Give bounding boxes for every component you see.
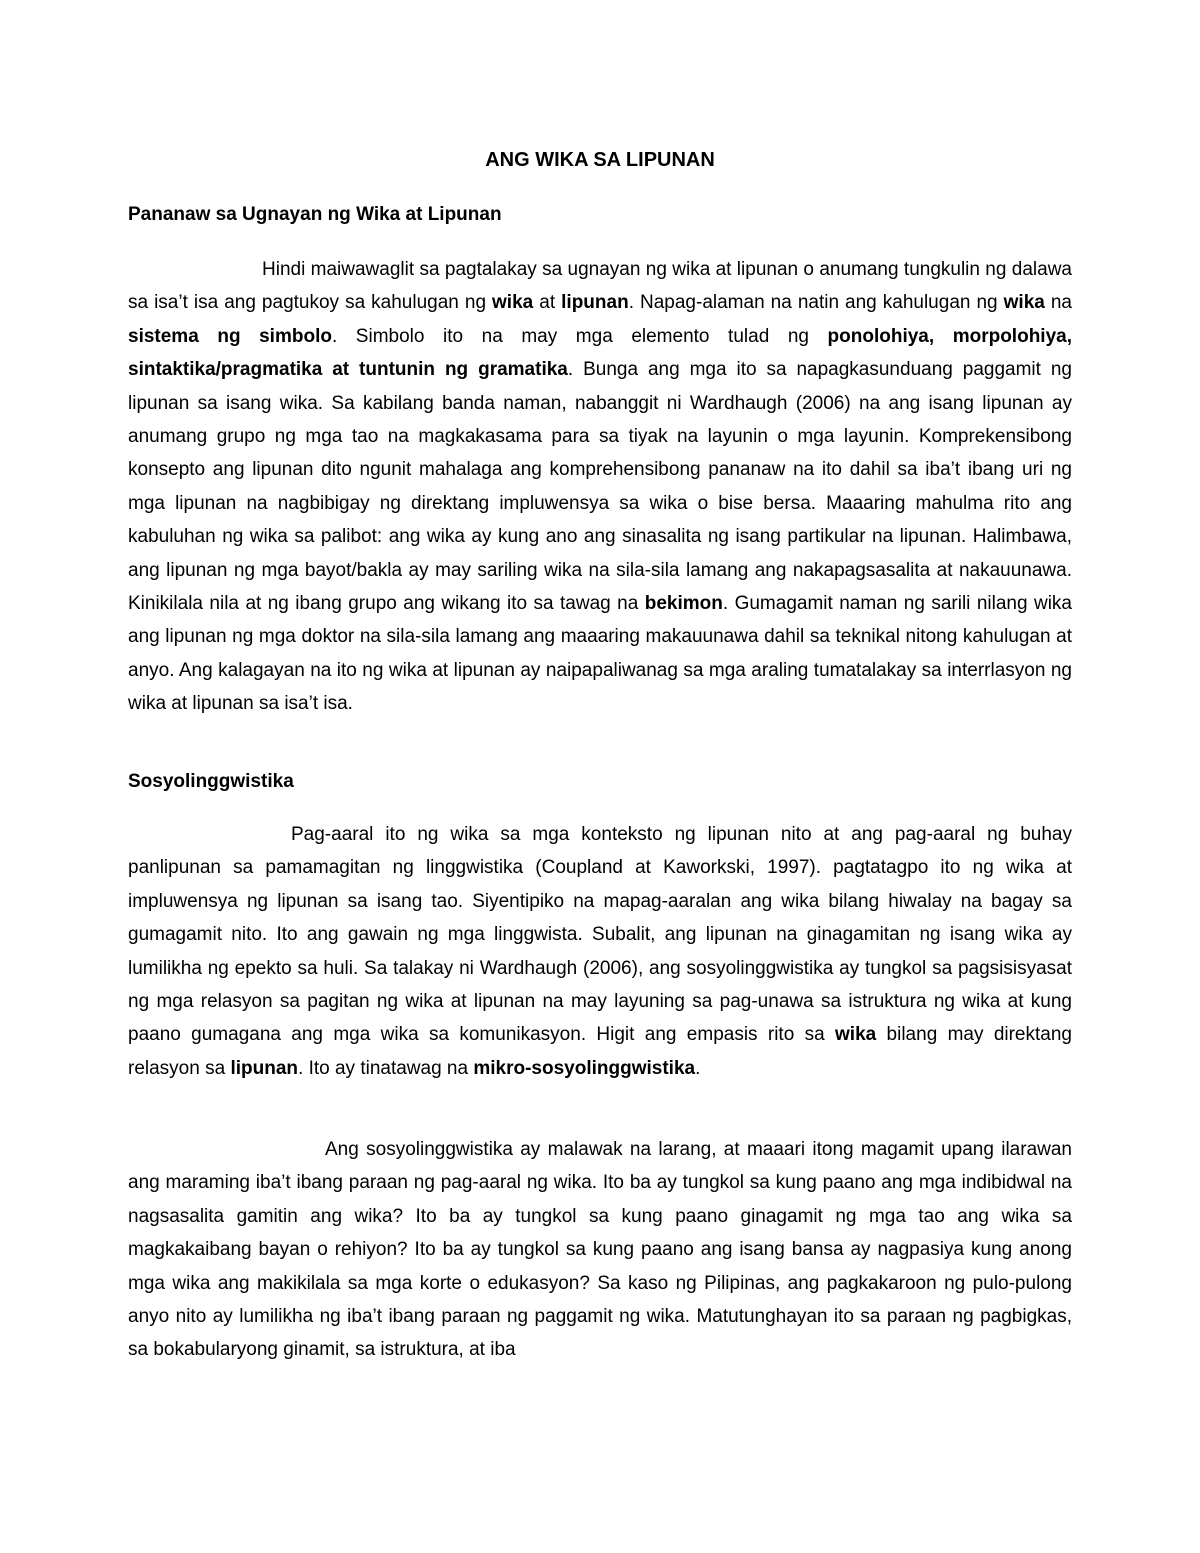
paragraph-sosyolinggwistika-1 [128, 818, 1072, 1085]
bold-term: bekimon [644, 593, 723, 615]
paragraph-text: bilang may direktang relasyon sa [128, 1024, 1072, 1079]
bold-term: lipunan [230, 1057, 299, 1079]
document-title: ANG WIKA SA LIPUNAN [485, 149, 715, 171]
paragraph-text: . [695, 1057, 701, 1079]
bold-term: wika [492, 292, 534, 314]
paragraph-text: . Bunga ang mga ito sa napagkasunduang paggamit ng lipunan sa isang wika. Sa kabilang banda naman, nabanggit ni Wardhaugh (2006) na ang isang lipunan ay anumang grupo ng mga tao na magkakasama para sa tiyak na layunin o mga layunin. Komprekensibong konsepto ang lipunan dito ngunit mahalaga ang komprehensibong pananaw na ito dahil sa iba’t ibang uri ng mga lipunan na nagbibigay ng direktang impluwensya sa wika o bise bersa. Maaaring mahulma rito ang kabuluhan ng wika sa palibot: ang wika ay kung ano ang sinasalita ng isang partikular na lipunan. Halimbawa, ang lipunan ng mga bayot/bakla ay may sariling wika na sila-sila lamang ang nakapagsasalita at nakauunawa. Kinikilala nila at ng ibang grupo ang wikang ito sa tawag na [128, 359, 1072, 615]
paragraph-text: . Simbolo ito na may mga elemento tulad ng [331, 325, 828, 347]
paragraph-text: Hindi maiwawaglit sa pagtalakay sa ugnayan ng wika at lipunan o anumang tungkulin ng dalawa sa isa’t isa ang pagtukoy sa kahulugan ng [128, 259, 1072, 314]
paragraph-text: Pag-aaral ito ng wika sa mga konteksto ng lipunan nito at ang pag-aaral ng buhay panlipunan sa pamamagitan ng linggwistika (Coupland at Kaworkski, 1997). pagtatagpo ito ng wika at impluwensya ng lipunan sa isang tao. Siyentipiko na mapag-aaralan ang wika bilang hiwalay na bagay sa gumagamit nito. Ito ang gawain ng mga linggwista. Subalit, ang lipunan na ginagamitan ng isang wika ay lumilikha ng epekto sa huli. Sa talakay ni Wardhaugh (2006), ang sosyolinggwistika ay tungkol sa pagsisisyasat ng mga relasyon sa pagitan ng wika at lipunan na may layuning sa pag-unawa sa istruktura ng wika at kung paano gumagana ang mga wika sa komunikasyon. Higit ang empasis rito sa [128, 824, 1072, 1046]
paragraph-text: at [533, 292, 562, 314]
paragraph-text: . Gumagamit naman ng sarili nilang wika ang lipunan ng mga doktor na sila-sila lamang ang maaaring makauunawa dahil sa teknikal nitong kahulugan at anyo. Ang kalagayan na ito ng wika at lipunan ay naipapaliwanag sa mga araling tumatalakay sa interrlasyon ng wika at lipunan sa isa’t isa. [128, 593, 1072, 715]
paragraph-text: . Napag-alaman na natin ang kahulugan ng [628, 292, 1004, 314]
bold-term: lipunan [561, 292, 629, 314]
section-heading-sosyolinggwistika: Sosyolinggwistika [128, 771, 294, 792]
paragraph-text: . Ito ay tinatawag na [298, 1057, 474, 1079]
paragraph-text: na [1044, 292, 1073, 314]
section-heading-pananaw: Pananaw sa Ugnayan ng Wika at Lipunan [128, 204, 502, 225]
bold-term: mikro-sosyolinggwistika [473, 1057, 696, 1079]
bold-term: wika [835, 1024, 877, 1046]
bold-term: wika [1003, 292, 1045, 314]
paragraph-sosyolinggwistika-2: Ang sosyolinggwistika ay malawak na larang, at maaari itong magamit upang ilarawan ang maraming iba’t ibang paraan ng pag-aaral ng wika. Ito ba ay tungkol sa kung paano ang mga indibidwal na nagsasalita gamitin ang wika? Ito ba ay tungkol sa kung paano ginagamit ng mga tao ang wika sa magkakaibang bayan o rehiyon? Ito ba ay tungkol sa kung paano ang isang bansa ay nagpasiya kung anong mga wika ang makikilala sa mga korte o edukasyon? Sa kaso ng Pilipinas, ang pagkakaroon ng pulo-pulong anyo nito ay lumilikha ng iba’t ibang paraan ng paggamit ng wika. Matutunghayan ito sa paraan ng pagbigkas, sa bokabularyong ginamit, sa istruktura, at iba [128, 1139, 1072, 1361]
bold-term: sistema ng simbolo [128, 325, 332, 347]
bold-term: ponolohiya, morpolohiya, sintaktika/pragmatika at tuntunin ng gramatika [128, 325, 1072, 381]
paragraph-pananaw [128, 253, 1072, 721]
